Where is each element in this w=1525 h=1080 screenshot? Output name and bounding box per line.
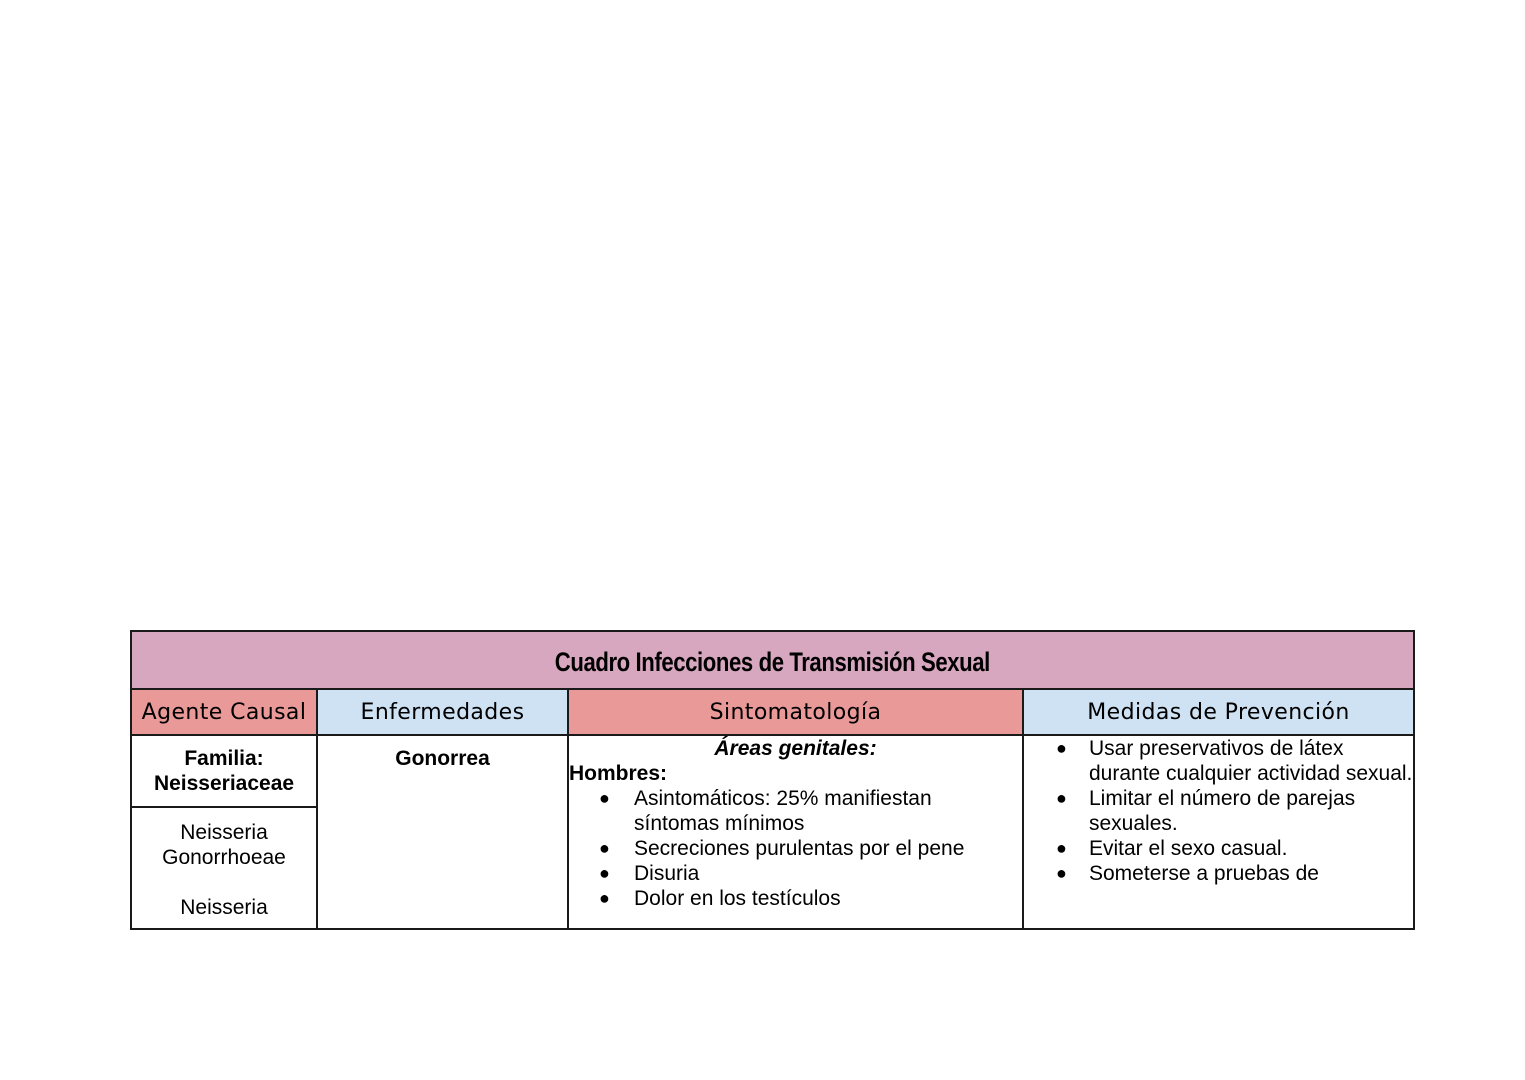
symptom-cell [568,735,1023,929]
header-sintomatologia: Sintomatología [568,689,1023,735]
bullet-icon: ● [1056,838,1067,858]
symptom-list [569,786,1022,911]
table-title: Cuadro Infecciones de Transmisión Sexual [554,646,991,677]
bullet-icon: ● [599,838,610,858]
list-item [1024,736,1413,786]
bullet-icon: ● [1056,863,1067,883]
symptom-subheading: Hombres: [569,762,668,785]
bullet-icon: ● [1056,738,1067,758]
agent-species-line: Gonorrhoeae [162,846,286,869]
list-item [1024,786,1413,836]
header-row [131,689,1414,735]
prevention-item: Limitar el número de parejas sexuales. [1089,787,1356,835]
sti-table [130,630,1415,930]
agent-family-label: Familia: [184,747,264,770]
symptom-item: Secreciones purulentas por el pene [634,837,965,860]
prevention-item: Evitar el sexo casual. [1089,837,1288,860]
disease-cell [317,735,568,929]
list-item [569,786,1022,836]
header-enfermedades: Enfermedades [317,689,568,735]
list-item [1024,861,1413,886]
table-title-cell [131,631,1414,689]
agent-family-name: Neisseriaceae [153,772,295,795]
table-row [131,735,1414,929]
list-item [1024,836,1413,861]
symptom-heading: Áreas genitales: [714,737,877,760]
bullet-icon: ● [1056,788,1067,808]
agent-species [132,808,316,928]
bullet-icon: ● [599,888,610,908]
agent-cell [131,735,317,929]
title-row [131,631,1414,689]
prevention-item: Usar preservativos de látex durante cualquier actividad sexual. [1089,737,1413,785]
prevention-item: Someterse a pruebas de [1089,862,1319,885]
symptom-item: Disuria [634,862,700,885]
list-item [569,886,1022,911]
agent-family [132,736,316,808]
prevention-cell [1023,735,1414,929]
disease-name: Gonorrea [395,747,490,770]
prevention-list [1024,736,1413,886]
agent-species-line: Neisseria [180,821,268,844]
symptom-item: Asintomáticos: 25% manifiestan síntomas mínimos [634,787,932,835]
list-item [569,836,1022,861]
agent-species-line: Neisseria [180,896,268,919]
header-agente-causal: Agente Causal [131,689,317,735]
header-medidas-prevencion: Medidas de Prevención [1023,689,1414,735]
list-item [569,861,1022,886]
symptom-item: Dolor en los testículos [634,887,841,910]
bullet-icon: ● [599,788,610,808]
bullet-icon: ● [599,863,610,883]
